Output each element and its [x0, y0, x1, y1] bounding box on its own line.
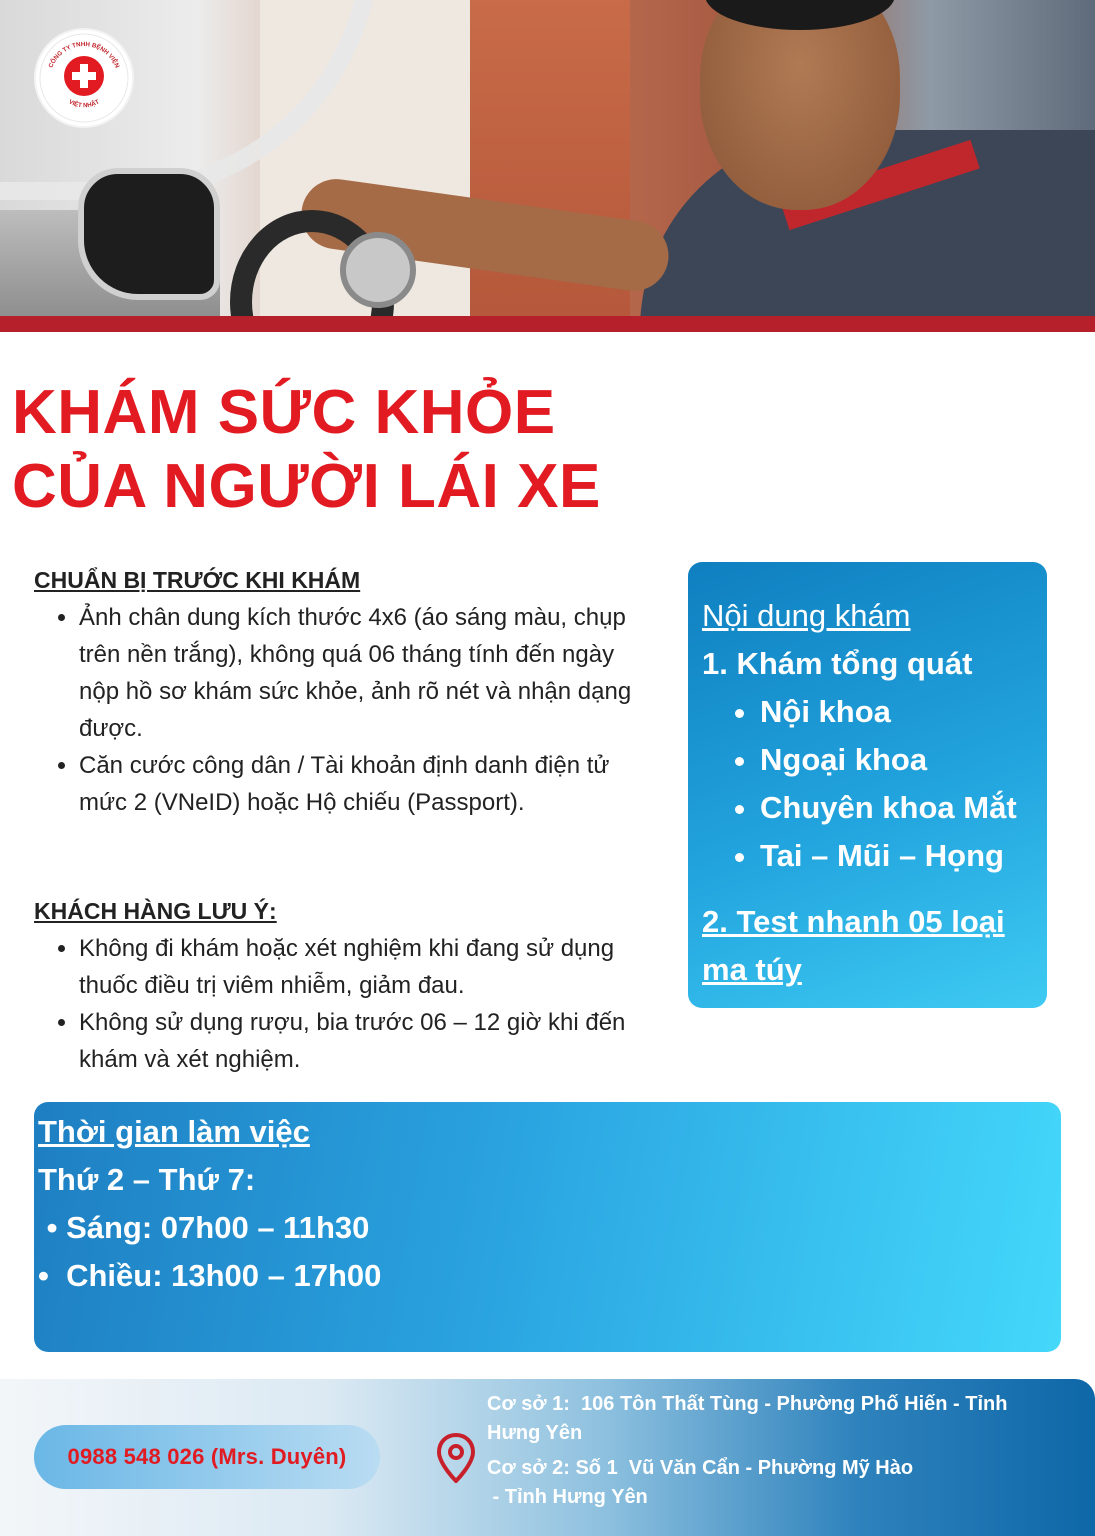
exam-subitem-list	[702, 688, 1047, 880]
title-line-1: KHÁM SỨC KHỎE	[12, 378, 556, 447]
exam-content-box	[688, 562, 1047, 1008]
car-mirror	[78, 168, 220, 300]
hours-afternoon: • Chiều: 13h00 – 17h00	[38, 1258, 382, 1293]
list-item: • Chuyên khoa Mắt	[760, 784, 1047, 832]
hero-photo	[0, 0, 1095, 316]
working-hours-box	[34, 1102, 1061, 1352]
hours-title: Thời gian làm việc	[38, 1114, 310, 1149]
title-line-2: CỦA NGƯỜI LÁI XE	[12, 452, 601, 521]
notes-section	[34, 893, 644, 1078]
red-divider-bar	[0, 316, 1095, 332]
red-cross-icon	[64, 56, 104, 96]
hours-morning: • Sáng: 07h00 – 11h30	[38, 1210, 370, 1245]
address-2: Cơ sở 2: Số 1 Vũ Văn Cẩn - Phường Mỹ Hào - Tỉnh Hưng Yên	[487, 1457, 914, 1508]
address-block	[487, 1390, 1027, 1512]
list-item: • Tai – Mũi – Họng	[760, 832, 1047, 880]
hours-days: Thứ 2 – Thứ 7:	[38, 1162, 256, 1197]
address-1: Cơ sở 1: 106 Tôn Thất Tùng - Phường Phố Hiến - Tỉnh Hưng Yên	[487, 1393, 1014, 1444]
list-item: • Căn cước công dân / Tài khoản định danh điện tử mức 2 (VNeID) hoặc Hộ chiếu (Passport).	[79, 747, 644, 821]
notes-list	[34, 930, 644, 1078]
list-item: • Không sử dụng rượu, bia trước 06 – 12 giờ khi đến khám và xét nghiệm.	[79, 1004, 644, 1078]
preparation-section	[34, 562, 644, 821]
logo-ring-text-bottom: VIỆT NHẬT	[67, 98, 101, 110]
logo-ring-text-top: CÔNG TY TNHH BỆNH VIỆN	[47, 40, 121, 69]
exam-content-title: Nội dung khám	[702, 598, 911, 633]
exam-item-general: 1. Khám tổng quát	[702, 646, 973, 681]
notes-heading: KHÁCH HÀNG LƯU Ý:	[34, 898, 277, 924]
hospital-logo	[36, 30, 132, 126]
exam-item-drug-test: 2. Test nhanh 05 loại ma túy	[702, 904, 1005, 987]
list-item: • Nội khoa	[760, 688, 1047, 736]
list-item: • Không đi khám hoặc xét nghiệm khi đang sử dụng thuốc điều trị viêm nhiễm, giảm đau.	[79, 930, 644, 1004]
preparation-list	[34, 599, 644, 821]
wristwatch	[340, 232, 416, 308]
list-item: • Ngoại khoa	[760, 736, 1047, 784]
list-item: • Ảnh chân dung kích thước 4x6 (áo sáng màu, chụp trên nền trắng), không quá 06 tháng tính đến ngày nộp hồ sơ khám sức khỏe, ảnh rõ nét và nhận dạng được.	[79, 599, 644, 747]
phone-button[interactable]: 0988 548 026 (Mrs. Duyên)	[34, 1425, 380, 1489]
location-pin-icon	[437, 1433, 475, 1483]
preparation-heading: CHUẨN BỊ TRƯỚC KHI KHÁM	[34, 567, 361, 593]
page-title	[12, 376, 601, 524]
